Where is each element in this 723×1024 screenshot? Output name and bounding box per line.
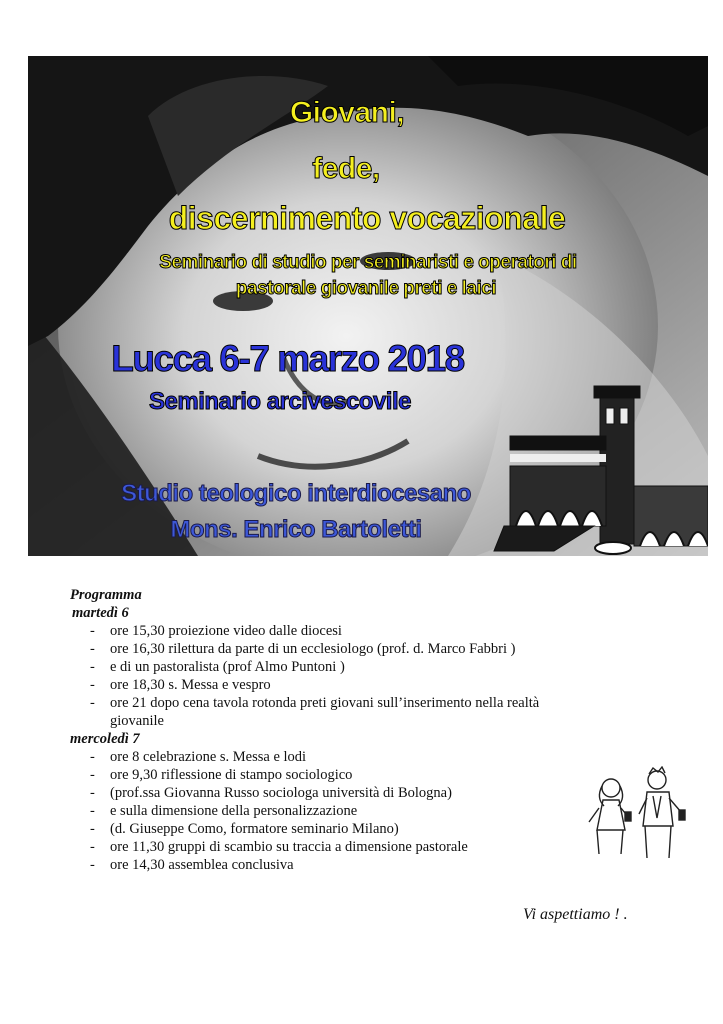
youth-sketch-illustration: [577, 766, 692, 866]
list-item: - ore 16,30 rilettura da parte di un ecclesiologo (prof. d. Marco Fabbri ): [90, 640, 590, 658]
program-section: [70, 586, 590, 874]
subtitle-line-2: pastorale giovanile preti e laici: [235, 278, 497, 299]
list-item: - ore 9,30 riflessione di stampo sociologico: [90, 766, 590, 784]
list-item: - (d. Giuseppe Como, formatore seminario Milano): [90, 820, 590, 838]
list-item: - ore 8 celebrazione s. Messa e lodi: [90, 748, 590, 766]
list-item: - e di un pastoralista (prof Almo Puntoni ): [90, 658, 590, 676]
day-label-1: martedì 6: [72, 605, 129, 621]
program-heading: Programma: [70, 587, 142, 603]
list-item: - ore 11,30 gruppi di scambio su traccia a dimensione pastorale: [90, 838, 590, 856]
title-line-3: discernimento vocazionale: [168, 200, 566, 236]
subtitle-line-1: Seminario di studio per seminaristi e operatori di: [159, 252, 577, 273]
list-item: - e sulla dimensione della personalizzazione: [90, 802, 590, 820]
list-item: - (prof.ssa Giovanna Russo sociologa università di Bologna): [90, 784, 590, 802]
school-line-1: Studio teologico interdiocesano: [121, 480, 471, 507]
school-line-2: Mons. Enrico Bartoletti: [170, 516, 422, 543]
event-venue: Seminario arcivescovile: [149, 388, 411, 415]
day-label-2: mercoledì 7: [70, 731, 140, 747]
day-2-list: [70, 748, 590, 874]
event-date: Lucca 6-7 marzo 2018: [111, 338, 464, 379]
closing-message: Vi aspettiamo ! .: [523, 906, 628, 923]
title-line-2: fede,: [312, 152, 380, 185]
list-item: - ore 18,30 s. Messa e vespro: [90, 676, 590, 694]
day-1-list: [70, 622, 590, 730]
list-item: - ore 21 dopo cena tavola rotonda preti giovani sull’inserimento nella realtà giovanile: [90, 694, 590, 730]
list-item: - ore 14,30 assemblea conclusiva: [90, 856, 590, 874]
list-item: - ore 15,30 proiezione video dalle diocesi: [90, 622, 590, 640]
title-line-1: Giovani,: [289, 96, 405, 129]
